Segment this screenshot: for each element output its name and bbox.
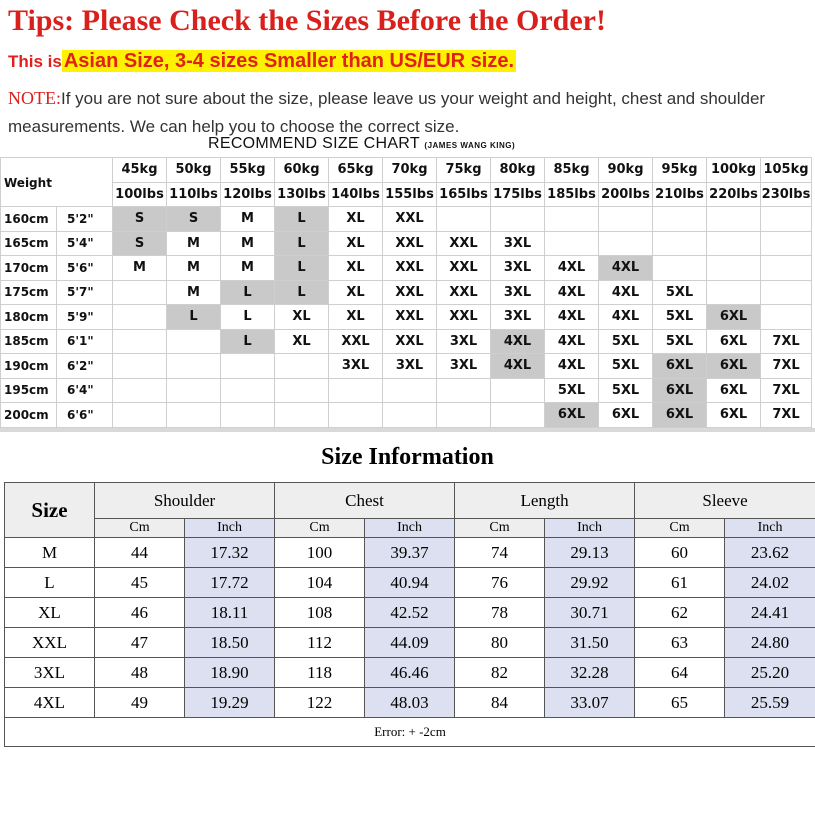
cm-value-cell: 80	[455, 628, 545, 658]
size-cell: 4XL	[545, 354, 599, 379]
size-cell	[113, 378, 167, 403]
size-cell	[653, 231, 707, 256]
size-cell: 7XL	[761, 403, 812, 428]
size-cell: 3XL	[329, 354, 383, 379]
size-cell: XXL	[383, 256, 437, 281]
size-cell: XL	[329, 280, 383, 305]
size-cell: XXL	[437, 305, 491, 330]
size-cell: XXL	[329, 329, 383, 354]
height-cm-cell: 200cm	[1, 403, 57, 428]
height-cm-cell: 185cm	[1, 329, 57, 354]
size-cell	[167, 378, 221, 403]
size-cell: 3XL	[491, 305, 545, 330]
height-row	[1, 329, 812, 354]
inch-value-cell: 33.07	[545, 688, 635, 718]
height-row	[1, 231, 812, 256]
size-cell	[329, 403, 383, 428]
weight-lbs-cell: 130lbs	[275, 182, 329, 207]
size-cell	[167, 354, 221, 379]
size-info-row	[5, 598, 815, 628]
inch-value-cell: 24.80	[725, 628, 815, 658]
size-cell	[113, 354, 167, 379]
height-ft-cell: 6'6"	[57, 403, 113, 428]
inch-value-cell: 29.13	[545, 538, 635, 568]
height-cm-cell: 170cm	[1, 256, 57, 281]
height-ft-cell: 5'9"	[57, 305, 113, 330]
height-row	[1, 305, 812, 330]
size-cell	[545, 231, 599, 256]
size-cell: XXL	[437, 256, 491, 281]
recommend-size-table	[0, 157, 812, 428]
size-name-cell: L	[5, 568, 95, 598]
size-cell	[761, 207, 812, 232]
size-cell: 3XL	[491, 280, 545, 305]
recommend-chart-title-text: RECOMMEND SIZE CHART	[208, 135, 420, 152]
size-cell: M	[167, 256, 221, 281]
cm-value-cell: 45	[95, 568, 185, 598]
size-cell	[275, 378, 329, 403]
size-cell	[437, 378, 491, 403]
recommend-chart-subtitle: (JAMES WANG KING)	[424, 141, 516, 150]
cm-value-cell: 118	[275, 658, 365, 688]
cm-value-cell: 48	[95, 658, 185, 688]
size-cell: M	[221, 256, 275, 281]
size-info-row	[5, 658, 815, 688]
height-row	[1, 378, 812, 403]
size-cell: L	[275, 256, 329, 281]
section-divider	[0, 428, 815, 432]
shoulder-header: Shoulder	[95, 483, 275, 519]
size-cell: 3XL	[437, 329, 491, 354]
size-cell: L	[221, 280, 275, 305]
inch-value-cell: 30.71	[545, 598, 635, 628]
size-cell	[599, 231, 653, 256]
inch-value-cell: 18.11	[185, 598, 275, 628]
size-cell: L	[221, 305, 275, 330]
weight-label: Weight	[1, 158, 113, 207]
size-name-cell: XL	[5, 598, 95, 628]
inch-value-cell: 17.72	[185, 568, 275, 598]
height-row	[1, 207, 812, 232]
size-cell	[491, 207, 545, 232]
cm-value-cell: 76	[455, 568, 545, 598]
unit-inch: Inch	[185, 519, 275, 538]
asian-size-notice	[8, 50, 516, 73]
weight-lbs-cell: 155lbs	[383, 182, 437, 207]
height-ft-cell: 5'6"	[57, 256, 113, 281]
size-cell: 7XL	[761, 354, 812, 379]
inch-value-cell: 48.03	[365, 688, 455, 718]
size-cell	[761, 231, 812, 256]
size-cell: XL	[329, 207, 383, 232]
inch-value-cell: 39.37	[365, 538, 455, 568]
cm-value-cell: 49	[95, 688, 185, 718]
inch-value-cell: 40.94	[365, 568, 455, 598]
size-cell: 7XL	[761, 378, 812, 403]
cm-value-cell: 84	[455, 688, 545, 718]
cm-value-cell: 104	[275, 568, 365, 598]
cm-value-cell: 82	[455, 658, 545, 688]
size-cell: 4XL	[599, 280, 653, 305]
size-cell	[599, 207, 653, 232]
size-cell	[167, 403, 221, 428]
size-cell: S	[113, 231, 167, 256]
inch-value-cell: 29.92	[545, 568, 635, 598]
size-cell: 4XL	[599, 305, 653, 330]
size-cell: 4XL	[599, 256, 653, 281]
size-cell: 5XL	[653, 305, 707, 330]
cm-value-cell: 61	[635, 568, 725, 598]
size-cell: XXL	[437, 280, 491, 305]
weight-kg-cell: 85kg	[545, 158, 599, 183]
size-cell	[437, 207, 491, 232]
size-cell: XL	[329, 231, 383, 256]
size-cell	[653, 256, 707, 281]
size-cell	[761, 280, 812, 305]
cm-value-cell: 108	[275, 598, 365, 628]
inch-value-cell: 19.29	[185, 688, 275, 718]
note-label: NOTE:	[8, 88, 61, 108]
size-cell: 5XL	[599, 329, 653, 354]
size-cell: 3XL	[383, 354, 437, 379]
size-cell	[167, 329, 221, 354]
size-cell: XXL	[383, 329, 437, 354]
size-cell: 6XL	[653, 378, 707, 403]
size-cell	[707, 207, 761, 232]
height-ft-cell: 5'4"	[57, 231, 113, 256]
weight-lbs-cell: 140lbs	[329, 182, 383, 207]
size-cell: 3XL	[437, 354, 491, 379]
size-cell	[491, 403, 545, 428]
inch-value-cell: 25.59	[725, 688, 815, 718]
size-cell	[707, 280, 761, 305]
size-cell: 3XL	[491, 231, 545, 256]
cm-value-cell: 112	[275, 628, 365, 658]
size-cell: M	[221, 231, 275, 256]
inch-value-cell: 18.50	[185, 628, 275, 658]
asian-size-prefix: This is	[8, 52, 62, 71]
weight-kg-cell: 45kg	[113, 158, 167, 183]
error-row	[5, 718, 815, 747]
cm-value-cell: 64	[635, 658, 725, 688]
size-cell: 6XL	[707, 403, 761, 428]
size-info-unit-row	[5, 519, 815, 538]
weight-kg-cell: 55kg	[221, 158, 275, 183]
size-cell: 7XL	[761, 329, 812, 354]
height-row	[1, 256, 812, 281]
unit-cm: Cm	[635, 519, 725, 538]
unit-cm: Cm	[95, 519, 185, 538]
size-cell: S	[167, 207, 221, 232]
size-name-cell: XXL	[5, 628, 95, 658]
height-ft-cell: 5'7"	[57, 280, 113, 305]
tips-title: Tips: Please Check the Sizes Before the Order!	[8, 4, 606, 37]
size-cell: 6XL	[707, 378, 761, 403]
weight-lbs-cell: 230lbs	[761, 182, 812, 207]
size-cell	[113, 329, 167, 354]
height-ft-cell: 5'2"	[57, 207, 113, 232]
size-information-table	[4, 482, 815, 747]
height-row	[1, 403, 812, 428]
cm-value-cell: 122	[275, 688, 365, 718]
error-note: Error: + -2cm	[5, 718, 815, 747]
weight-lbs-cell: 175lbs	[491, 182, 545, 207]
size-cell	[491, 378, 545, 403]
unit-inch: Inch	[365, 519, 455, 538]
weight-kg-cell: 105kg	[761, 158, 812, 183]
cm-value-cell: 44	[95, 538, 185, 568]
size-cell	[275, 354, 329, 379]
weight-lbs-row	[1, 182, 812, 207]
size-cell: 4XL	[491, 329, 545, 354]
height-row	[1, 354, 812, 379]
size-cell: 5XL	[653, 329, 707, 354]
inch-value-cell: 31.50	[545, 628, 635, 658]
size-cell	[707, 231, 761, 256]
unit-cm: Cm	[455, 519, 545, 538]
inch-value-cell: 17.32	[185, 538, 275, 568]
size-cell	[329, 378, 383, 403]
size-cell	[275, 403, 329, 428]
weight-lbs-cell: 210lbs	[653, 182, 707, 207]
size-cell: 3XL	[491, 256, 545, 281]
size-cell: 6XL	[545, 403, 599, 428]
weight-lbs-cell: 120lbs	[221, 182, 275, 207]
size-cell: 4XL	[545, 256, 599, 281]
size-cell: L	[275, 207, 329, 232]
size-cell: 5XL	[599, 378, 653, 403]
weight-lbs-cell: 110lbs	[167, 182, 221, 207]
cm-value-cell: 60	[635, 538, 725, 568]
size-cell	[761, 256, 812, 281]
size-information-title: Size Information	[321, 444, 494, 470]
size-cell: M	[167, 231, 221, 256]
sleeve-header: Sleeve	[635, 483, 815, 519]
cm-value-cell: 100	[275, 538, 365, 568]
cm-value-cell: 47	[95, 628, 185, 658]
weight-lbs-cell: 100lbs	[113, 182, 167, 207]
size-cell: S	[113, 207, 167, 232]
height-cm-cell: 175cm	[1, 280, 57, 305]
unit-cm: Cm	[275, 519, 365, 538]
note-paragraph	[8, 84, 813, 141]
weight-lbs-cell: 165lbs	[437, 182, 491, 207]
size-cell: XL	[329, 256, 383, 281]
size-cell	[221, 354, 275, 379]
weight-lbs-cell: 185lbs	[545, 182, 599, 207]
size-cell	[221, 378, 275, 403]
inch-value-cell: 42.52	[365, 598, 455, 628]
size-cell: 5XL	[653, 280, 707, 305]
size-cell	[113, 280, 167, 305]
unit-inch: Inch	[545, 519, 635, 538]
size-cell: L	[221, 329, 275, 354]
size-cell	[761, 305, 812, 330]
size-cell: 6XL	[707, 354, 761, 379]
weight-kg-cell: 50kg	[167, 158, 221, 183]
size-cell: 6XL	[707, 329, 761, 354]
height-cm-cell: 195cm	[1, 378, 57, 403]
size-info-row	[5, 688, 815, 718]
size-cell: 4XL	[545, 329, 599, 354]
inch-value-cell: 24.02	[725, 568, 815, 598]
size-cell: 6XL	[653, 354, 707, 379]
size-cell: M	[113, 256, 167, 281]
inch-value-cell: 46.46	[365, 658, 455, 688]
size-cell: 5XL	[545, 378, 599, 403]
size-cell: XL	[275, 305, 329, 330]
size-cell: XXL	[383, 305, 437, 330]
recommend-chart-title	[208, 135, 515, 153]
weight-kg-row	[1, 158, 812, 183]
size-cell: 4XL	[545, 280, 599, 305]
size-cell: 5XL	[599, 354, 653, 379]
height-ft-cell: 6'4"	[57, 378, 113, 403]
size-info-row	[5, 628, 815, 658]
size-cell: XXL	[437, 231, 491, 256]
size-cell	[221, 403, 275, 428]
height-cm-cell: 160cm	[1, 207, 57, 232]
size-cell: L	[275, 231, 329, 256]
size-cell: XXL	[383, 231, 437, 256]
size-name-cell: 4XL	[5, 688, 95, 718]
size-cell	[437, 403, 491, 428]
size-cell	[383, 378, 437, 403]
size-info-row	[5, 568, 815, 598]
height-cm-cell: 180cm	[1, 305, 57, 330]
size-cell	[707, 256, 761, 281]
size-name-cell: 3XL	[5, 658, 95, 688]
weight-kg-cell: 60kg	[275, 158, 329, 183]
cm-value-cell: 62	[635, 598, 725, 628]
unit-inch: Inch	[725, 519, 815, 538]
cm-value-cell: 78	[455, 598, 545, 628]
size-cell	[383, 403, 437, 428]
size-cell: M	[167, 280, 221, 305]
size-cell: 4XL	[545, 305, 599, 330]
weight-kg-cell: 65kg	[329, 158, 383, 183]
inch-value-cell: 32.28	[545, 658, 635, 688]
size-cell: XXL	[383, 207, 437, 232]
height-cm-cell: 190cm	[1, 354, 57, 379]
inch-value-cell: 25.20	[725, 658, 815, 688]
size-cell	[113, 305, 167, 330]
height-cm-cell: 165cm	[1, 231, 57, 256]
weight-kg-cell: 70kg	[383, 158, 437, 183]
weight-kg-cell: 80kg	[491, 158, 545, 183]
size-cell: 4XL	[491, 354, 545, 379]
height-ft-cell: 6'2"	[57, 354, 113, 379]
size-cell: L	[275, 280, 329, 305]
weight-kg-cell: 100kg	[707, 158, 761, 183]
size-cell: L	[167, 305, 221, 330]
length-header: Length	[455, 483, 635, 519]
size-cell	[545, 207, 599, 232]
inch-value-cell: 18.90	[185, 658, 275, 688]
cm-value-cell: 65	[635, 688, 725, 718]
size-header: Size	[5, 483, 95, 538]
size-cell	[113, 403, 167, 428]
chest-header: Chest	[275, 483, 455, 519]
size-cell: XL	[329, 305, 383, 330]
weight-kg-cell: 90kg	[599, 158, 653, 183]
size-cell: 6XL	[653, 403, 707, 428]
cm-value-cell: 63	[635, 628, 725, 658]
weight-lbs-cell: 220lbs	[707, 182, 761, 207]
size-cell: 6XL	[707, 305, 761, 330]
weight-kg-cell: 75kg	[437, 158, 491, 183]
weight-lbs-cell: 200lbs	[599, 182, 653, 207]
inch-value-cell: 23.62	[725, 538, 815, 568]
size-info-header-row	[5, 483, 815, 519]
cm-value-cell: 74	[455, 538, 545, 568]
inch-value-cell: 44.09	[365, 628, 455, 658]
note-text: If you are not sure about the size, please leave us your weight and height, chest and shoulder measurements. We can help you to choose the correct size.	[8, 89, 766, 136]
size-cell: XXL	[383, 280, 437, 305]
weight-kg-cell: 95kg	[653, 158, 707, 183]
size-cell	[653, 207, 707, 232]
size-name-cell: M	[5, 538, 95, 568]
inch-value-cell: 24.41	[725, 598, 815, 628]
size-cell: M	[221, 207, 275, 232]
asian-size-highlight: Asian Size, 3-4 sizes Smaller than US/EUR size.	[63, 50, 515, 72]
size-cell: XL	[275, 329, 329, 354]
size-info-row	[5, 538, 815, 568]
height-ft-cell: 6'1"	[57, 329, 113, 354]
cm-value-cell: 46	[95, 598, 185, 628]
size-cell: 6XL	[599, 403, 653, 428]
height-row	[1, 280, 812, 305]
